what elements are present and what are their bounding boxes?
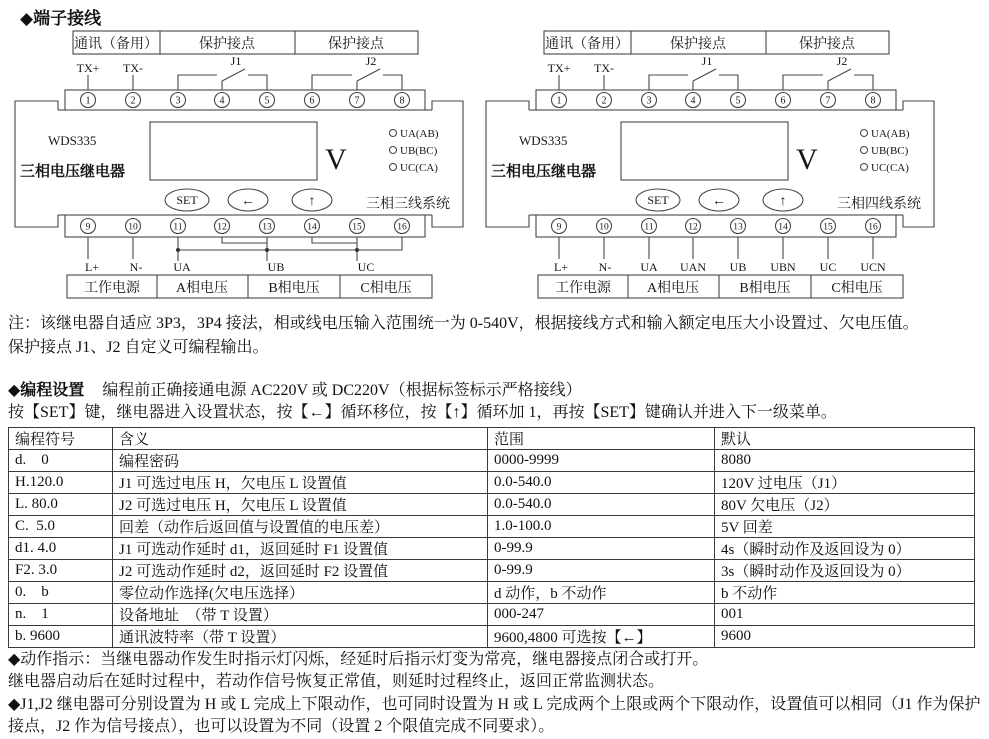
wiring-note [8,312,986,360]
terminal-number: 14 [307,222,317,233]
tx-minus-label: TX- [594,61,614,75]
tx-minus-label: TX- [123,61,143,75]
table-cell: 0.0-540.0 [488,472,715,494]
terminal-number: 8 [870,95,876,107]
terminal-number: 6 [309,95,315,107]
column-header: 编程符号 [9,428,113,450]
front-panel [491,122,921,212]
up-arrow-icon: ↑ [779,194,787,209]
table-row [9,516,975,538]
j1-j2-configuration-note: ◆J1,J2 继电器可分别设置为 H 或 L 完成上下限动作，也可同时设置为 H 或 L 完成两个上限或两个下限动作，设置值可以相同（J1 作为保护接点，J2 作为信号接点），也可以设置为不同（设置 2 个限值完成不同要求）。 [8,695,981,736]
lead-label: UBN [770,260,796,274]
terminal-number: 13 [262,222,272,233]
table-cell: 设备地址 （带 T 设置） [113,604,488,626]
terminal-number: 14 [778,222,788,233]
column-header: 含义 [113,428,488,450]
box-cell-phase-b: B相电压 [268,281,320,296]
terminal-number: 16 [397,222,407,233]
terminal-number: 15 [823,222,833,233]
indicator-led-ub [390,147,397,154]
relay-contact-j2 [783,54,873,90]
terminal-number: 9 [556,222,562,233]
lead-label: N- [129,260,143,274]
indicator-led-uc [390,164,397,171]
table-cell: 5V 回差 [715,516,975,538]
comm-leads [548,61,614,90]
wiring-note-line2: 保护接点 J1、J2 自定义可编程输出。 [8,339,269,356]
terminal-number: 13 [733,222,743,233]
voltage-unit-label: V [325,143,347,176]
lead-label: UA [640,260,658,274]
set-button-label: SET [176,193,198,207]
lead-label: UB [729,260,747,274]
device-name-label: 三相电压继电器 [491,164,597,180]
j2-label: J2 [365,54,377,68]
phase-wiring-3wire [85,237,402,274]
lead-label: UC [357,260,375,274]
set-button-label: SET [647,193,669,207]
phase-wiring-4wire [554,237,886,274]
table-cell: 通讯波特率（带 T 设置） [113,626,488,648]
terminal-number: 7 [825,95,831,107]
relay-contact-j1 [178,54,267,90]
table-row [9,582,975,604]
terminal-number: 1 [556,95,562,107]
j1-label: J1 [230,54,242,68]
table-cell: 001 [715,604,975,626]
table-cell: 000-247 [488,604,715,626]
table-cell: n. 1 [9,604,113,626]
terminal-number: 12 [688,222,698,233]
terminal-number: 2 [130,95,136,107]
device-name-label: 三相电压继电器 [20,164,126,180]
terminal-number: 5 [264,95,270,107]
programming-table [8,427,975,648]
relay-contact-j1 [649,54,738,90]
table-cell: 0-99.9 [488,560,715,582]
table-cell: b. 9600 [9,626,113,648]
table-cell: d1. 4.0 [9,538,113,560]
delay-behavior-note: 继电器启动后在延时过程中，若动作信号恢复正常值，则延时过程终止，返回正常监测状态。 [8,673,665,691]
lead-label: N- [598,260,612,274]
model-label: WDS335 [519,133,568,148]
up-arrow-icon: ↑ [308,194,316,209]
indicator-label-uc: UC(CA) [400,162,438,174]
terminal-number: 11 [644,222,654,233]
programming-intro: 编程前正确接通电源 AC220V 或 DC220V（根据标签标示严格接线） [102,382,582,399]
input-function-boxes [67,275,432,298]
box-cell-power: 工作电源 [555,281,611,296]
indicator-led-ub [861,147,868,154]
operation-notes [8,649,988,739]
terminal-number: 4 [690,95,696,107]
table-cell: H.120.0 [9,472,113,494]
terminal-number: 12 [217,222,227,233]
indicator-label-ua: UA(AB) [871,128,910,140]
table-cell: J1 可选动作延时 d1，返回延时 F1 设置值 [113,538,488,560]
terminal-number: 16 [868,222,878,233]
programming-section [8,380,986,424]
table-cell: 3s（瞬时动作及返回设为 0） [715,560,975,582]
table-cell: d 动作，b 不动作 [488,582,715,604]
indicator-label-ub: UB(BC) [871,145,909,157]
table-cell: 4s（瞬时动作及返回设为 0） [715,538,975,560]
terminal-number: 7 [354,95,360,107]
terminal-number: 9 [85,222,91,233]
display-window [150,122,317,180]
terminal-number: 10 [128,222,138,233]
box-cell-phase-c: C相电压 [831,281,883,296]
table-cell: 8080 [715,450,975,472]
terminal-number: 4 [219,95,225,107]
indicator-led-ua [390,130,397,137]
table-cell: 零位动作选择(欠电压选择） [113,582,488,604]
table-cell: 0. b [9,582,113,604]
table-cell: 80V 欠电压（J2） [715,494,975,516]
terminal-number: 6 [780,95,786,107]
terminal-number: 5 [735,95,741,107]
lead-label: UB [267,260,285,274]
terminal-strip-bottom [536,215,896,237]
box-cell-phase-b: B相电压 [739,281,791,296]
table-cell: 回差（动作后返回值与设置值的电压差） [113,516,488,538]
table-row [9,538,975,560]
table-row [9,626,975,648]
section-title-programming: ◆编程设置 [8,382,85,399]
programming-instructions: 按【SET】键，继电器进入设置状态，按【←】循环移位，按【↑】循环加 1，再按【SET】键确认并进入下一级菜单。 [8,404,837,421]
table-cell: J2 可选动作延时 d2，返回延时 F2 设置值 [113,560,488,582]
table-cell: b 不动作 [715,582,975,604]
box-cell-power: 工作电源 [84,281,140,296]
indicator-led-ua [861,130,868,137]
terminal-number: 1 [85,95,91,107]
header-cell-contact2: 保护接点 [328,37,384,52]
tx-plus-label: TX+ [547,61,571,75]
column-header: 默认 [715,428,975,450]
indicator-led-uc [861,164,868,171]
header-cell-contact1: 保护接点 [199,37,255,52]
table-cell: L. 80.0 [9,494,113,516]
header-cell-comm: 通讯（备用） [545,37,629,52]
table-cell: 0.0-540.0 [488,494,715,516]
table-cell: F2. 3.0 [9,560,113,582]
tx-plus-label: TX+ [76,61,100,75]
table-cell: d. 0 [9,450,113,472]
lead-label: L+ [553,260,569,274]
table-cell: J2 可选过电压 H，欠电压 L 设置值 [113,494,488,516]
indicator-label-ua: UA(AB) [400,128,439,140]
action-indicator-note: ◆动作指示：当继电器动作发生时指示灯闪烁，经延时后指示灯变为常亮，继电器接点闭合或打开。 [8,651,709,668]
table-row [9,450,975,472]
relay-contact-j2 [312,54,402,90]
j2-label: J2 [836,54,848,68]
table-cell: J1 可选过电压 H，欠电压 L 设置值 [113,472,488,494]
lead-label: UAN [680,260,706,274]
table-cell: 0000-9999 [488,450,715,472]
terminal-number: 10 [599,222,609,233]
terminal-number: 2 [601,95,607,107]
system-type-label: 三相四线系统 [837,197,921,212]
display-window [621,122,788,180]
terminal-number: 11 [173,222,183,233]
table-cell: C. 5.0 [9,516,113,538]
table-cell: 编程密码 [113,450,488,472]
header-cell-contact1: 保护接点 [670,37,726,52]
lead-label: UC [819,260,837,274]
table-cell: 0-99.9 [488,538,715,560]
lead-label: UCN [860,260,886,274]
terminal-number: 3 [175,95,181,107]
table-cell: 1.0-100.0 [488,516,715,538]
indicator-label-ub: UB(BC) [400,145,438,157]
table-row [9,472,975,494]
terminal-number: 3 [646,95,652,107]
header-cell-contact2: 保护接点 [799,37,855,52]
box-cell-phase-a: A相电压 [175,281,229,296]
indicator-label-uc: UC(CA) [871,162,909,174]
wiring-diagram-3p4 [479,28,964,300]
wiring-diagram-3p3 [8,28,493,300]
terminal-strip-bottom [65,215,425,237]
table-row [9,494,975,516]
box-cell-phase-a: A相电压 [646,281,700,296]
lead-label: L+ [84,260,100,274]
comm-leads [77,61,143,90]
table-cell: 120V 过电压（J1） [715,472,975,494]
table-cell: 9600,4800 可选按【←】 [488,626,715,648]
lead-label: UA [173,260,191,274]
voltage-unit-label: V [796,143,818,176]
terminal-strip-top [65,90,425,110]
header-cell-comm: 通讯（备用） [74,37,158,52]
terminal-number: 8 [399,95,405,107]
section-title-terminal-wiring: ◆端子接线 [20,9,102,28]
j1-label: J1 [701,54,713,68]
terminal-function-header [73,31,418,54]
model-label: WDS335 [48,133,97,148]
left-arrow-icon: ← [712,194,726,209]
table-cell: 9600 [715,626,975,648]
terminal-number: 15 [352,222,362,233]
column-header: 范围 [488,428,715,450]
table-row [9,560,975,582]
terminal-function-header [544,31,889,54]
input-function-boxes [538,275,903,298]
system-type-label: 三相三线系统 [366,197,450,212]
front-panel [20,122,450,212]
box-cell-phase-c: C相电压 [360,281,412,296]
terminal-strip-top [536,90,896,110]
wiring-note-line1: 注：该继电器自适应 3P3，3P4 接法，相或线电压输入范围统一为 0-540V，根据接线方式和输入额定电压大小设置过、欠电压值。 [8,315,919,332]
programming-heading-line [8,380,986,402]
table-row [9,604,975,626]
left-arrow-icon: ← [241,194,255,209]
